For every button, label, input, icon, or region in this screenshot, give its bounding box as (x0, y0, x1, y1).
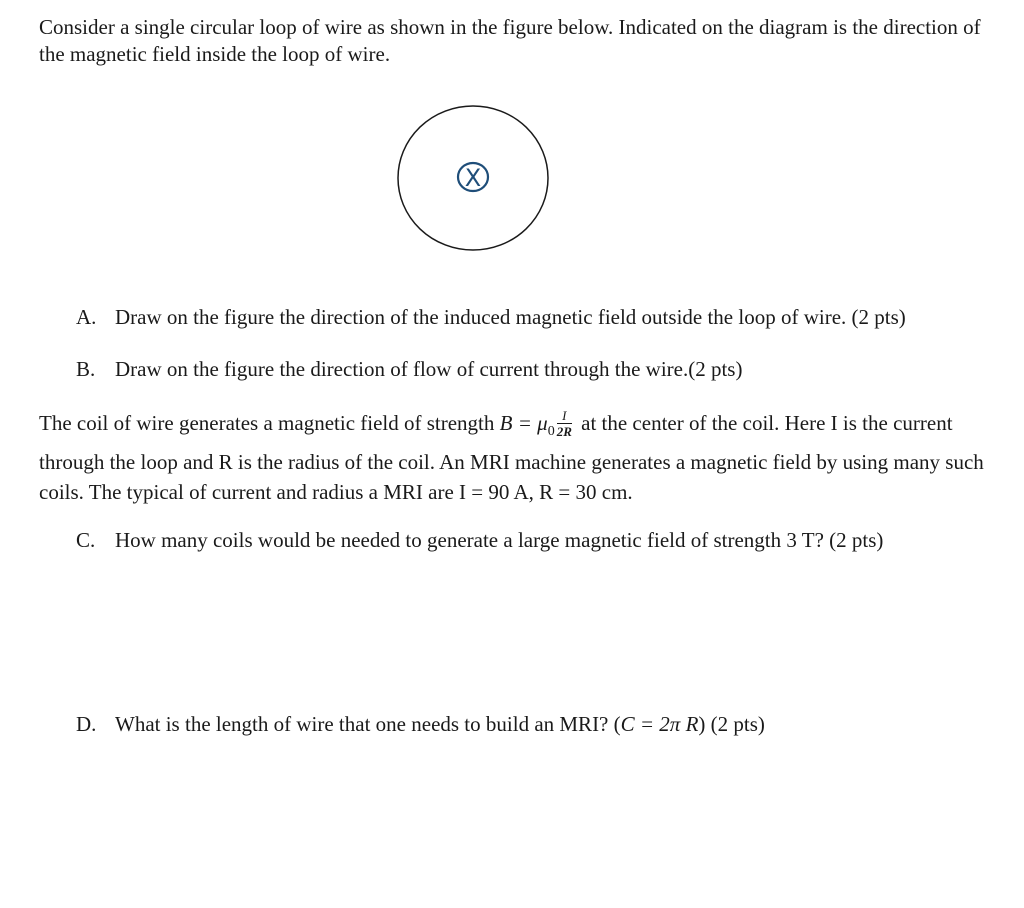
formula-lhs: B = (499, 411, 532, 435)
question-a-text: Draw on the figure the direction of the induced magnetic field outside the loop of wire. (2 pts) (115, 305, 906, 329)
formula-mu (537, 411, 555, 440)
coil-paragraph (39, 408, 988, 507)
question-d-text-after: ) (2 pts) (698, 712, 765, 736)
loop-diagram (393, 100, 553, 255)
coil-rest-text: at the center of the coil. Here I is the current through the loop and R is the radius of the coil. An MRI machine generates a magnetic field by using many such coils. The typical of current and radius a MRI are I = 90 A, R = 30 cm. (39, 411, 984, 505)
question-d-letter: D. (76, 712, 97, 736)
question-d (76, 711, 994, 738)
formula-mu-subscript: 0 (547, 424, 555, 440)
question-a (76, 304, 994, 331)
question-b (76, 356, 994, 383)
formula-denominator: 2R (556, 423, 572, 439)
question-c-text: How many coils would be needed to generate a large magnetic field of strength 3 T? (2 pts) (115, 528, 884, 552)
coil-lead-text: The coil of wire generates a magnetic field of strength (39, 411, 500, 435)
question-d-text (115, 711, 994, 738)
formula-fraction (557, 409, 572, 438)
field-into-page-icon: X (464, 164, 482, 192)
question-c-letter: C. (76, 528, 96, 552)
formula-mu-symbol: μ (537, 411, 548, 435)
question-d-text-before: What is the length of wire that one needs to build an MRI? ( (115, 712, 621, 736)
question-c (76, 527, 994, 554)
question-a-letter: A. (76, 305, 97, 329)
loop-figure (393, 100, 553, 255)
formula-numerator: I (557, 409, 572, 424)
question-d-formula: C = 2π R (620, 712, 699, 736)
question-b-text: Draw on the figure the direction of flow of current through the wire.(2 pts) (115, 357, 743, 381)
intro-paragraph: Consider a single circular loop of wire as shown in the figure below. Indicated on the diagram is the direction of the magnetic field inside the loop of wire. (39, 15, 981, 66)
question-b-letter: B. (76, 357, 96, 381)
